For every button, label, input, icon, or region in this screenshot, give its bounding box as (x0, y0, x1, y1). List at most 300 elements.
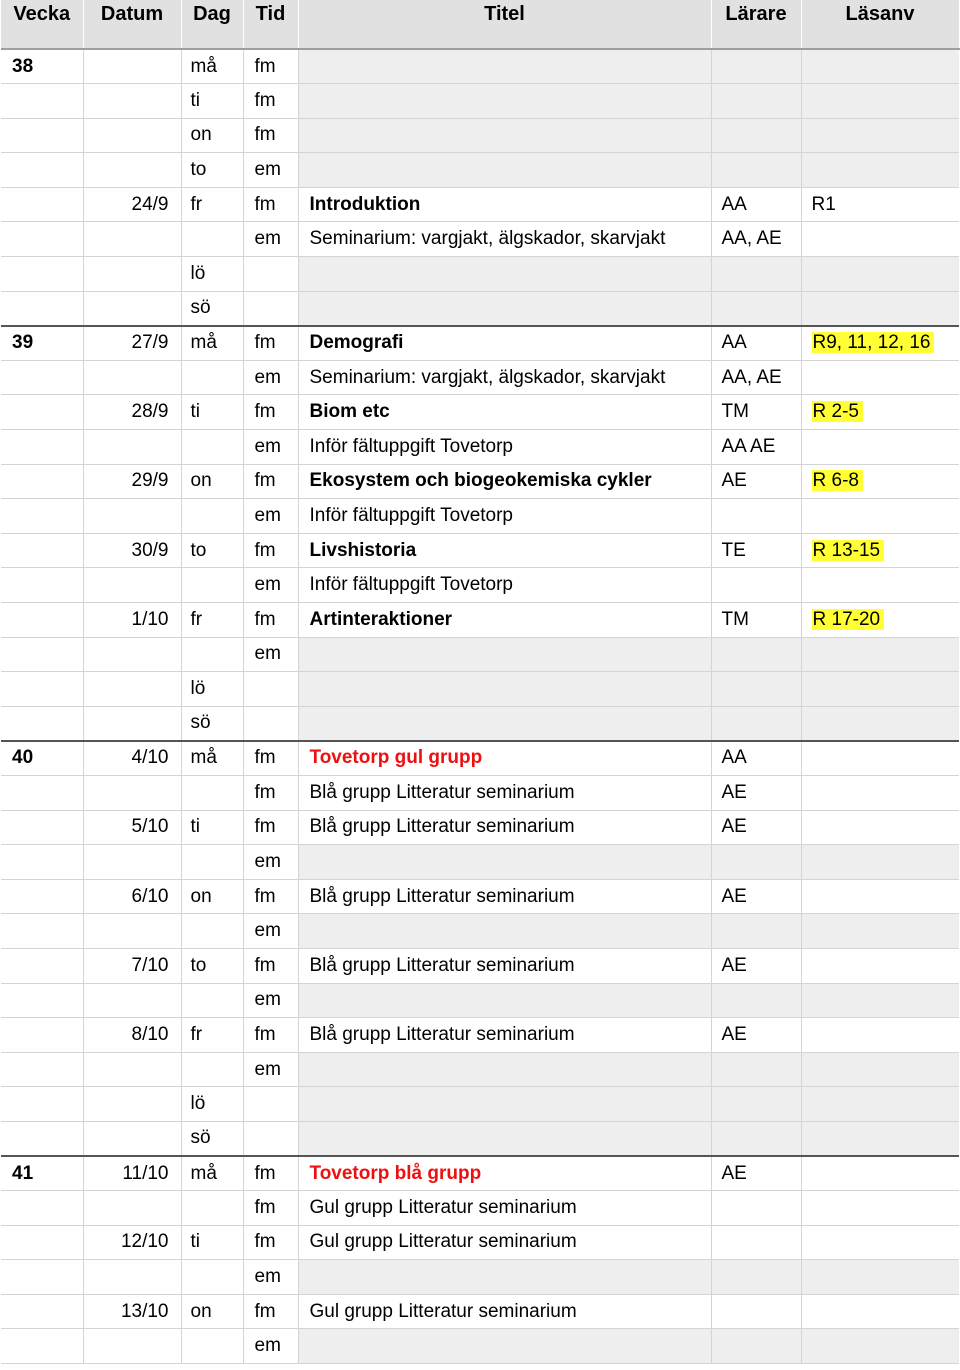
teacher-text: AA, AE (721, 228, 782, 250)
reading-cell (801, 257, 959, 292)
table-row (1, 1156, 959, 1191)
teacher-cell (711, 84, 801, 119)
teacher-cell (711, 1191, 801, 1226)
time-cell (243, 49, 298, 84)
date-cell (83, 1052, 181, 1087)
header-week: Vecka (1, 0, 83, 49)
reading-cell (801, 1052, 959, 1087)
reading-cell (801, 1087, 959, 1122)
time-cell (243, 1191, 298, 1226)
date-text: 1/10 (131, 608, 169, 630)
week-cell (1, 1260, 83, 1295)
teacher-cell (711, 326, 801, 361)
day-cell (181, 568, 243, 603)
date-cell (83, 499, 181, 534)
reading-cell (801, 187, 959, 222)
title-cell (298, 1121, 711, 1156)
title-text: Inför fältuppgift Tovetorp (309, 505, 513, 527)
teacher-cell (711, 914, 801, 949)
reading-cell (801, 983, 959, 1018)
day-text: lö (190, 677, 206, 699)
title-cell (298, 1191, 711, 1226)
teacher-cell (711, 1329, 801, 1364)
title-text: Blå grupp Litteratur seminarium (309, 954, 575, 976)
date-cell (83, 430, 181, 465)
table-row (1, 153, 959, 188)
week-cell (1, 1294, 83, 1329)
time-text: fm (254, 124, 276, 146)
table-row (1, 1329, 959, 1364)
teacher-cell (711, 603, 801, 638)
table-row (1, 706, 959, 741)
teacher-cell (711, 1225, 801, 1260)
reading-cell (801, 499, 959, 534)
time-text: fm (254, 608, 276, 630)
title-cell (298, 948, 711, 983)
title-text: Artinteraktioner (309, 608, 453, 630)
table-row (1, 879, 959, 914)
week-cell (1, 118, 83, 153)
day-text: on (190, 1300, 212, 1322)
week-cell (1, 1191, 83, 1226)
title-cell (298, 810, 711, 845)
day-cell (181, 741, 243, 776)
week-cell (1, 395, 83, 430)
reading-cell (801, 879, 959, 914)
date-cell (83, 672, 181, 707)
reading-text: R 2-5 (812, 401, 863, 422)
reading-cell (801, 775, 959, 810)
date-cell (83, 1225, 181, 1260)
week-cell (1, 983, 83, 1018)
table-row (1, 395, 959, 430)
reading-cell (801, 948, 959, 983)
time-text: em (254, 850, 281, 872)
title-text: Inför fältuppgift Tovetorp (309, 435, 513, 457)
day-text: må (190, 1162, 217, 1184)
week-cell (1, 741, 83, 776)
date-text: 5/10 (131, 816, 169, 838)
reading-cell (801, 1018, 959, 1053)
day-cell (181, 706, 243, 741)
date-cell (83, 1156, 181, 1191)
teacher-text: AA (721, 193, 747, 215)
reading-text: R 6-8 (812, 470, 863, 491)
reading-cell (801, 291, 959, 326)
day-cell (181, 326, 243, 361)
day-cell (181, 1329, 243, 1364)
time-text: fm (254, 401, 276, 423)
title-cell (298, 84, 711, 119)
title-cell (298, 879, 711, 914)
title-cell (298, 775, 711, 810)
teacher-cell (711, 533, 801, 568)
teacher-cell (711, 741, 801, 776)
reading-cell (801, 1225, 959, 1260)
title-cell (298, 533, 711, 568)
title-text: Livshistoria (309, 539, 417, 561)
table-row (1, 948, 959, 983)
title-cell (298, 430, 711, 465)
week-cell (1, 1329, 83, 1364)
day-cell (181, 948, 243, 983)
teacher-cell (711, 672, 801, 707)
title-cell (298, 706, 711, 741)
date-cell (83, 118, 181, 153)
day-cell (181, 499, 243, 534)
teacher-cell (711, 153, 801, 188)
title-cell (298, 1225, 711, 1260)
teacher-cell (711, 845, 801, 880)
table-row (1, 1294, 959, 1329)
title-cell (298, 1329, 711, 1364)
week-cell (1, 187, 83, 222)
title-cell (298, 1260, 711, 1295)
teacher-cell (711, 49, 801, 84)
reading-cell (801, 1156, 959, 1191)
week-cell (1, 637, 83, 672)
reading-cell (801, 637, 959, 672)
teacher-cell (711, 257, 801, 292)
table-row (1, 1018, 959, 1053)
day-cell (181, 1018, 243, 1053)
time-text: fm (254, 1162, 276, 1184)
date-cell (83, 603, 181, 638)
day-cell (181, 84, 243, 119)
day-text: sö (190, 712, 211, 734)
title-cell (298, 914, 711, 949)
day-cell (181, 983, 243, 1018)
teacher-cell (711, 1260, 801, 1295)
title-text: Seminarium: vargjakt, älgskador, skarvjakt (309, 228, 666, 250)
time-cell (243, 430, 298, 465)
time-cell (243, 914, 298, 949)
title-cell (298, 326, 711, 361)
title-text: Gul grupp Litteratur seminarium (309, 1196, 577, 1218)
time-text: fm (254, 747, 276, 769)
table-row (1, 914, 959, 949)
title-cell (298, 187, 711, 222)
teacher-text: AE (721, 1162, 747, 1184)
reading-cell (801, 153, 959, 188)
day-text: to (190, 159, 207, 181)
date-text: 6/10 (131, 885, 169, 907)
table-row (1, 637, 959, 672)
title-text: Tovetorp gul grupp (309, 747, 483, 769)
time-cell (243, 326, 298, 361)
week-text: 39 (12, 332, 34, 354)
teacher-cell (711, 706, 801, 741)
time-text: fm (254, 885, 276, 907)
teacher-text: AE (721, 885, 747, 907)
reading-cell (801, 603, 959, 638)
table-row (1, 430, 959, 465)
week-cell (1, 810, 83, 845)
teacher-cell (711, 187, 801, 222)
header-day: Dag (181, 0, 243, 49)
teacher-cell (711, 810, 801, 845)
teacher-text: AA (721, 332, 747, 354)
title-cell (298, 983, 711, 1018)
header-time: Tid (243, 0, 298, 49)
table-row (1, 187, 959, 222)
teacher-cell (711, 568, 801, 603)
date-cell (83, 983, 181, 1018)
title-text: Biom etc (309, 401, 390, 423)
table-row (1, 360, 959, 395)
day-text: må (190, 55, 217, 77)
table-row (1, 1225, 959, 1260)
day-text: ti (190, 1231, 200, 1253)
title-text: Inför fältuppgift Tovetorp (309, 574, 513, 596)
reading-cell (801, 1329, 959, 1364)
date-text: 29/9 (131, 470, 169, 492)
week-cell (1, 1087, 83, 1122)
day-text: lö (190, 262, 206, 284)
day-cell (181, 533, 243, 568)
day-text: lö (190, 1093, 206, 1115)
title-text: Ekosystem och biogeokemiska cykler (309, 470, 652, 492)
teacher-cell (711, 360, 801, 395)
week-cell (1, 464, 83, 499)
reading-text: R1 (811, 193, 836, 215)
week-cell (1, 879, 83, 914)
title-cell (298, 257, 711, 292)
date-cell (83, 1191, 181, 1226)
day-text: on (190, 124, 212, 146)
date-cell (83, 948, 181, 983)
table-row (1, 845, 959, 880)
week-cell (1, 845, 83, 880)
date-text: 4/10 (131, 747, 169, 769)
day-cell (181, 1156, 243, 1191)
title-cell (298, 568, 711, 603)
title-cell (298, 637, 711, 672)
reading-cell (801, 1294, 959, 1329)
week-text: 40 (12, 747, 34, 769)
table-header (1, 0, 959, 49)
title-cell (298, 845, 711, 880)
time-text: em (254, 1335, 281, 1357)
date-cell (83, 153, 181, 188)
week-cell (1, 1225, 83, 1260)
teacher-cell (711, 1052, 801, 1087)
reading-cell (801, 845, 959, 880)
week-cell (1, 948, 83, 983)
table-row (1, 326, 959, 361)
title-cell (298, 741, 711, 776)
day-cell (181, 1260, 243, 1295)
table-row (1, 499, 959, 534)
week-cell (1, 1121, 83, 1156)
teacher-cell (711, 1018, 801, 1053)
week-cell (1, 706, 83, 741)
day-cell (181, 879, 243, 914)
day-text: to (190, 539, 207, 561)
reading-cell (801, 672, 959, 707)
day-text: sö (190, 1127, 211, 1149)
day-cell (181, 914, 243, 949)
title-cell (298, 360, 711, 395)
teacher-text: AE (721, 954, 747, 976)
title-cell (298, 672, 711, 707)
time-cell (243, 983, 298, 1018)
time-cell (243, 1121, 298, 1156)
time-text: fm (254, 1231, 276, 1253)
date-text: 8/10 (131, 1023, 169, 1045)
day-cell (181, 187, 243, 222)
time-cell (243, 1329, 298, 1364)
table-row (1, 533, 959, 568)
time-cell (243, 1087, 298, 1122)
reading-cell (801, 49, 959, 84)
week-cell (1, 533, 83, 568)
table-row (1, 775, 959, 810)
day-cell (181, 1052, 243, 1087)
reading-cell (801, 118, 959, 153)
date-cell (83, 84, 181, 119)
date-cell (83, 395, 181, 430)
week-cell (1, 326, 83, 361)
time-cell (243, 637, 298, 672)
day-cell (181, 360, 243, 395)
time-text: fm (254, 470, 276, 492)
day-cell (181, 464, 243, 499)
title-text: Blå grupp Litteratur seminarium (309, 1023, 575, 1045)
day-text: to (190, 954, 207, 976)
table-row (1, 464, 959, 499)
week-cell (1, 568, 83, 603)
week-cell (1, 291, 83, 326)
teacher-cell (711, 430, 801, 465)
reading-cell (801, 430, 959, 465)
day-cell (181, 672, 243, 707)
time-cell (243, 1156, 298, 1191)
day-cell (181, 810, 243, 845)
title-cell (298, 1156, 711, 1191)
time-cell (243, 360, 298, 395)
teacher-text: TE (721, 539, 746, 561)
day-cell (181, 1225, 243, 1260)
schedule-table (1, 0, 960, 1364)
table-row (1, 1052, 959, 1087)
reading-cell (801, 464, 959, 499)
teacher-text: AE (721, 816, 747, 838)
time-text: em (254, 1058, 281, 1080)
header-reading: Läsanv (801, 0, 959, 49)
reading-cell (801, 1260, 959, 1295)
time-cell (243, 845, 298, 880)
teacher-cell (711, 291, 801, 326)
time-cell (243, 1260, 298, 1295)
day-cell (181, 291, 243, 326)
time-cell (243, 118, 298, 153)
date-cell (83, 222, 181, 257)
reading-cell (801, 84, 959, 119)
teacher-text: AE (721, 470, 747, 492)
day-text: fr (190, 193, 203, 215)
time-text: fm (254, 781, 276, 803)
title-cell (298, 1052, 711, 1087)
day-text: sö (190, 297, 211, 319)
week-cell (1, 1018, 83, 1053)
date-cell (83, 568, 181, 603)
header-title: Titel (298, 0, 711, 49)
table-row (1, 983, 959, 1018)
table-row (1, 1087, 959, 1122)
week-cell (1, 1156, 83, 1191)
date-cell (83, 257, 181, 292)
teacher-cell (711, 395, 801, 430)
title-cell (298, 464, 711, 499)
week-cell (1, 49, 83, 84)
time-cell (243, 84, 298, 119)
date-cell (83, 914, 181, 949)
reading-text: R 13-15 (812, 540, 885, 561)
table-row (1, 257, 959, 292)
title-cell (298, 153, 711, 188)
day-cell (181, 1121, 243, 1156)
teacher-text: AA, AE (721, 366, 782, 388)
table-body (1, 49, 959, 1364)
day-text: on (190, 885, 212, 907)
time-cell (243, 603, 298, 638)
table-row (1, 568, 959, 603)
title-text: Blå grupp Litteratur seminarium (309, 885, 575, 907)
date-cell (83, 741, 181, 776)
teacher-cell (711, 1294, 801, 1329)
time-cell (243, 187, 298, 222)
header-row (1, 0, 959, 49)
week-text: 41 (12, 1162, 34, 1184)
table-row (1, 49, 959, 84)
reading-cell (801, 810, 959, 845)
title-cell (298, 118, 711, 153)
date-cell (83, 187, 181, 222)
time-cell (243, 533, 298, 568)
time-text: fm (254, 332, 276, 354)
day-text: fr (190, 608, 203, 630)
reading-cell (801, 914, 959, 949)
teacher-cell (711, 222, 801, 257)
title-cell (298, 222, 711, 257)
teacher-cell (711, 1087, 801, 1122)
date-text: 11/10 (122, 1162, 169, 1184)
title-text: Tovetorp blå grupp (309, 1162, 482, 1184)
week-cell (1, 1052, 83, 1087)
date-text: 24/9 (131, 193, 169, 215)
date-text: 13/10 (120, 1300, 169, 1322)
time-cell (243, 706, 298, 741)
time-cell (243, 948, 298, 983)
time-cell (243, 879, 298, 914)
date-cell (83, 1121, 181, 1156)
date-text: 27/9 (131, 332, 169, 354)
reading-cell (801, 222, 959, 257)
reading-cell (801, 360, 959, 395)
teacher-cell (711, 1156, 801, 1191)
time-text: em (254, 920, 281, 942)
teacher-text: AE (721, 781, 747, 803)
title-text: Introduktion (309, 193, 421, 215)
reading-cell (801, 568, 959, 603)
reading-cell (801, 326, 959, 361)
week-cell (1, 603, 83, 638)
time-text: fm (254, 954, 276, 976)
time-text: fm (254, 816, 276, 838)
date-cell (83, 775, 181, 810)
date-cell (83, 706, 181, 741)
